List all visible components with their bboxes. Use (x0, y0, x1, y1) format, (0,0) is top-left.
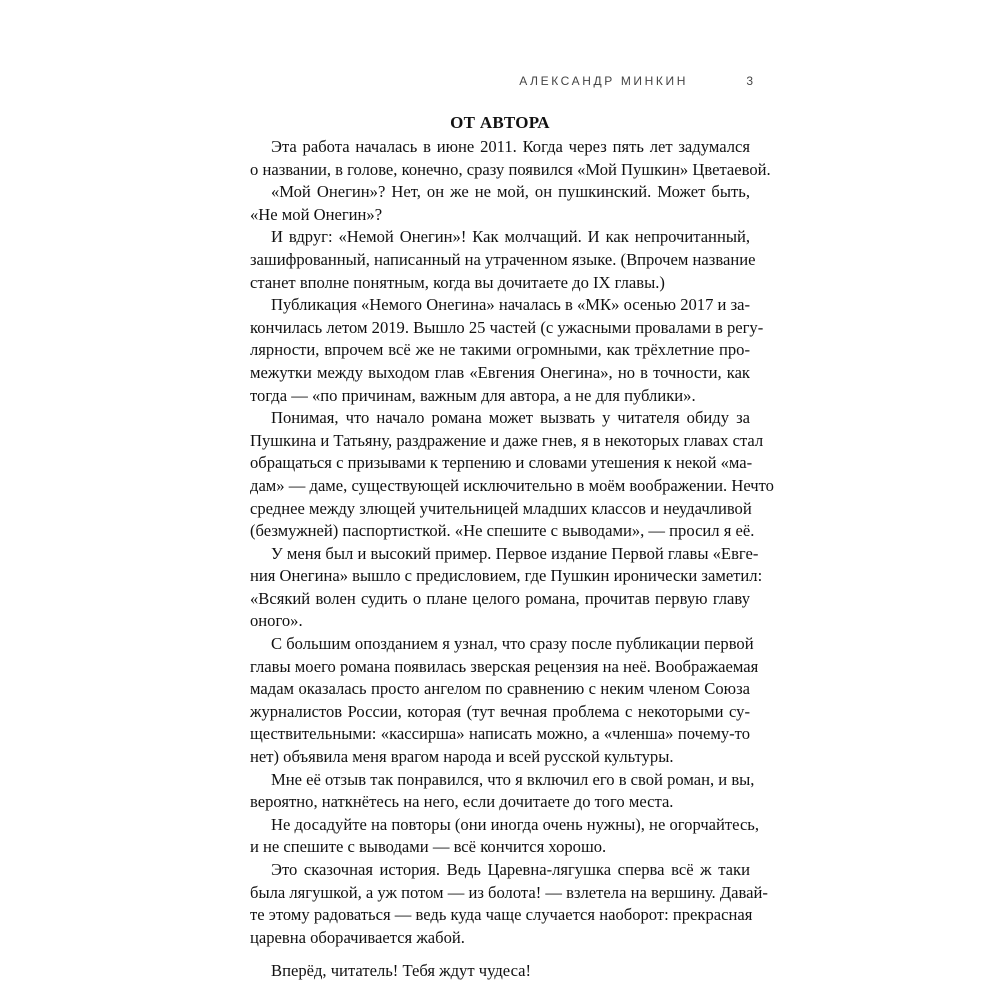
body-text (250, 136, 774, 983)
text-line: Мне её отзыв так понравился, что я включил его в свой роман, и вы, (271, 769, 755, 789)
text-line: среднее между злющей учительницей младших классов и неудачливой (250, 498, 752, 518)
text-line: о названии, в голове, конечно, сразу появился «Мой Пушкин» Цветаевой. (250, 159, 771, 179)
text-line: вероятно, наткнётесь на него, если дочитаете до того места. (250, 792, 674, 812)
text-line: Пушкина и Татьяну, раздражение и даже гнев, я в некоторых главах стал (250, 430, 764, 450)
text-line: станет вполне понятным, когда вы дочитаете до IX главы.) (250, 272, 665, 292)
text-line: Понимая, что начало романа может вызвать у читателя обиду за (271, 408, 750, 428)
text-line: ществительными: «кассирша» написать можно, а «членша» почему-то (250, 724, 750, 744)
text-line: кончилась летом 2019. Вышло 25 частей (с ужасными провалами в регу- (250, 317, 764, 337)
text-line: обращаться с призывами к терпению и словами утешения к некой «ма- (250, 453, 753, 473)
text-line: и не спешите с выводами — всё кончится хорошо. (250, 837, 607, 857)
text-line: С большим опозданием я узнал, что сразу после публикации первой (271, 634, 754, 654)
text-line: нет) объявила меня врагом народа и всей русской культуры. (250, 747, 674, 767)
text-line: И вдруг: «Немой Онегин»! Как молчащий. И как непрочитанный, (271, 227, 750, 247)
paragraph-gap (250, 949, 750, 960)
text-line: зашифрованный, написанный на утраченном языке. (Впрочем название (250, 249, 756, 269)
text-line: У меня был и высокий пример. Первое издание Первой главы «Евге- (271, 543, 759, 563)
closing-line: Вперёд, читатель! Тебя ждут чудеса! (271, 961, 532, 981)
text-line: журналистов России, которая (тут вечная проблема с некоторыми су- (250, 701, 750, 721)
text-line: «Не мой Онегин»? (250, 204, 383, 224)
page-number: 3 (746, 74, 753, 88)
text-line: те этому радоваться — ведь куда чаще случается наоборот: прекрасная (250, 905, 753, 925)
chapter-title: ОТ АВТОРА (450, 113, 550, 132)
text-line: дам» — даме, существующей исключительно в моём воображении. Нечто (250, 475, 774, 495)
running-header-author: АЛЕКСАНДР МИНКИН (519, 74, 688, 88)
text-line: межутки между выходом глав «Евгения Онегина», но в точности, как (250, 362, 750, 382)
text-line: главы моего романа появилась зверская рецензия на неё. Воображаемая (250, 656, 759, 676)
text-line: Не досадуйте на повторы (они иногда очень нужны), не огорчайтесь, (271, 814, 760, 834)
text-line: ния Онегина» вышло с предисловием, где Пушкин иронически заметил: (250, 566, 763, 586)
text-line: Публикация «Немого Онегина» началась в «МК» осенью 2017 и за- (271, 295, 751, 315)
text-line: Это сказочная история. Ведь Царевна-лягушка сперва всё ж таки (271, 860, 750, 879)
text-line: тогда — «по причинам, важным для автора, а не для публики». (250, 385, 696, 405)
text-line: Эта работа началась в июне 2011. Когда через пять лет задумался (271, 137, 750, 156)
text-line: «Мой Онегин»? Нет, он же не мой, он пушкинский. Может быть, (271, 182, 750, 202)
text-line: оного». (250, 611, 303, 631)
text-line: была лягушкой, а уж потом — из болота! — взлетела на вершину. Давай- (250, 882, 768, 902)
running-header (250, 74, 753, 94)
text-line: царевна оборачивается жабой. (250, 927, 465, 947)
text-line: (безмужней) паспортисткой. «Не спешите с выводами», — просил я её. (250, 521, 755, 541)
text-line: мадам оказалась просто ангелом по сравнению с неким членом Союза (250, 679, 750, 699)
text-line: лярности, впрочем всё же не такими огромными, как трёхлетние про- (250, 340, 750, 360)
text-line: «Всякий волен судить о плане целого романа, прочитав первую главу (250, 588, 750, 608)
